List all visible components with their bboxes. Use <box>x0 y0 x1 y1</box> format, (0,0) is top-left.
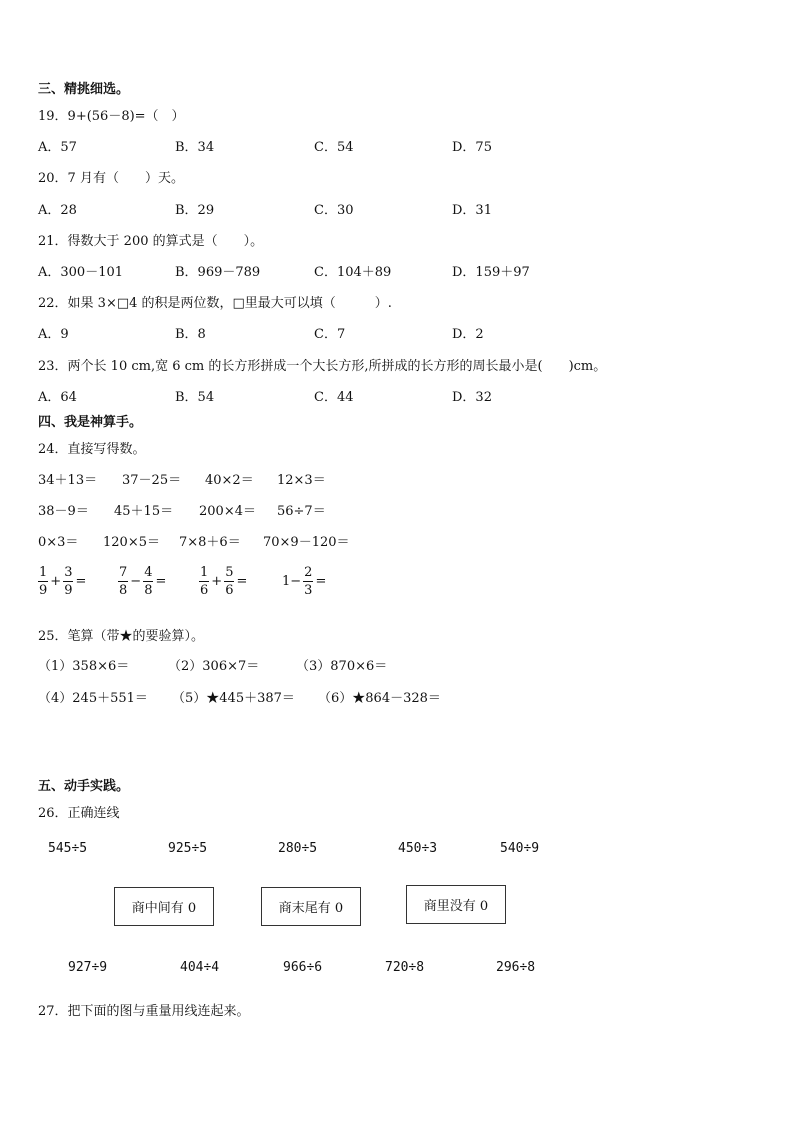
calc-item: 38－9＝ <box>38 504 89 519</box>
question-22-option-a: A．9 <box>38 327 69 342</box>
division-bottom-3: 966÷6 <box>283 960 323 975</box>
question-20-option-d: D．31 <box>452 203 492 218</box>
question-21-stem: 21．得数大于 200 的算式是（ ）。 <box>38 234 264 249</box>
calc-item: 40×2＝ <box>205 473 254 488</box>
division-top-2: 925÷5 <box>168 841 208 856</box>
question-22-option-d: D．2 <box>452 327 484 342</box>
category-box-end-zero: 商末尾有 0 <box>261 887 361 926</box>
division-bottom-5: 296÷8 <box>496 960 536 975</box>
question-19-option-a: A．57 <box>38 140 77 155</box>
calc-item: 70×9－120＝ <box>263 535 350 550</box>
calc-item: 56÷7＝ <box>277 504 326 519</box>
question-19-option-c: C．54 <box>314 140 354 155</box>
question-19-stem: 19．9+(56－8)=（ ） <box>38 109 185 124</box>
fraction: $\frac{3}{9}$ <box>64 565 73 598</box>
division-top-5: 540÷9 <box>500 841 540 856</box>
fraction-expression: 1− $\frac{2}{3}$ = <box>282 565 327 598</box>
question-23-option-c: C．44 <box>314 390 354 405</box>
fraction-expression: $\frac{1}{6}$ + $\frac{5}{6}$ = <box>200 565 248 598</box>
question-22-stem: 22．如果 3×□4 的积是两位数，□里最大可以填（ ）. <box>38 296 392 311</box>
question-24-stem: 24．直接写得数。 <box>38 442 146 457</box>
section-title-5: 五、动手实践。 <box>38 779 130 794</box>
question-23-option-a: A．64 <box>38 390 77 405</box>
calc-item: 45＋15＝ <box>114 504 174 519</box>
question-21-option-b: B．969－789 <box>175 265 261 280</box>
calc-item: 34＋13＝ <box>38 473 98 488</box>
question-20-option-c: C．30 <box>314 203 354 218</box>
section-title-4: 四、我是神算手。 <box>38 415 143 430</box>
calc-item: 7×8＋6＝ <box>179 535 241 550</box>
question-23-option-d: D．32 <box>452 390 492 405</box>
written-calc-item: （3）870×6＝ <box>296 659 388 674</box>
division-top-4: 450÷3 <box>398 841 438 856</box>
fraction: $\frac{7}{8}$ <box>119 565 128 598</box>
written-calc-item: （6）★864－328＝ <box>318 691 441 706</box>
question-19-option-b: B．34 <box>175 140 215 155</box>
fraction: $\frac{4}{8}$ <box>144 565 153 598</box>
question-27-stem: 27．把下面的图与重量用线连起来。 <box>38 1004 250 1019</box>
written-calc-item: （1）358×6＝ <box>38 659 130 674</box>
category-box-middle-zero: 商中间有 0 <box>114 887 214 926</box>
fraction: $\frac{2}{3}$ <box>304 565 313 598</box>
division-bottom-4: 720÷8 <box>385 960 425 975</box>
calc-item: 37－25＝ <box>122 473 182 488</box>
question-25-stem: 25．笔算（带★的要验算）。 <box>38 629 205 644</box>
section-title-3: 三、精挑细选。 <box>38 82 130 97</box>
question-21-option-d: D．159＋97 <box>452 265 530 280</box>
question-26-stem: 26．正确连线 <box>38 806 120 821</box>
calc-item: 120×5＝ <box>103 535 160 550</box>
question-23-stem: 23．两个长 10 cm,宽 6 cm 的长方形拼成一个大长方形,所拼成的长方形的周长最小是( )cm。 <box>38 359 607 374</box>
division-top-3: 280÷5 <box>278 841 318 856</box>
fraction-expression: $\frac{1}{9}$ + $\frac{3}{9}$ = <box>39 565 87 598</box>
category-box-no-zero: 商里没有 0 <box>406 885 506 924</box>
question-20-option-a: A．28 <box>38 203 77 218</box>
written-calc-item: （5）★445＋387＝ <box>172 691 295 706</box>
question-21-option-a: A．300－101 <box>38 265 124 280</box>
question-20-option-b: B．29 <box>175 203 215 218</box>
fraction: $\frac{1}{6}$ <box>200 565 209 598</box>
written-calc-item: （2）306×7＝ <box>168 659 260 674</box>
question-20-stem: 20．7 月有（ ）天。 <box>38 171 184 186</box>
calc-item: 12×3＝ <box>277 473 326 488</box>
question-21-option-c: C．104＋89 <box>314 265 392 280</box>
calc-item: 200×4＝ <box>199 504 256 519</box>
question-19-option-d: D．75 <box>452 140 492 155</box>
written-calc-item: （4）245＋551＝ <box>38 691 148 706</box>
fraction: $\frac{1}{9}$ <box>39 565 48 598</box>
question-22-option-b: B．8 <box>175 327 206 342</box>
question-23-option-b: B．54 <box>175 390 215 405</box>
division-top-1: 545÷5 <box>48 841 88 856</box>
calc-item: 0×3＝ <box>38 535 79 550</box>
fraction: $\frac{5}{6}$ <box>225 565 234 598</box>
fraction-expression: $\frac{7}{8}$ − $\frac{4}{8}$ = <box>119 565 167 598</box>
division-bottom-1: 927÷9 <box>68 960 108 975</box>
question-22-option-c: C．7 <box>314 327 346 342</box>
division-bottom-2: 404÷4 <box>180 960 220 975</box>
